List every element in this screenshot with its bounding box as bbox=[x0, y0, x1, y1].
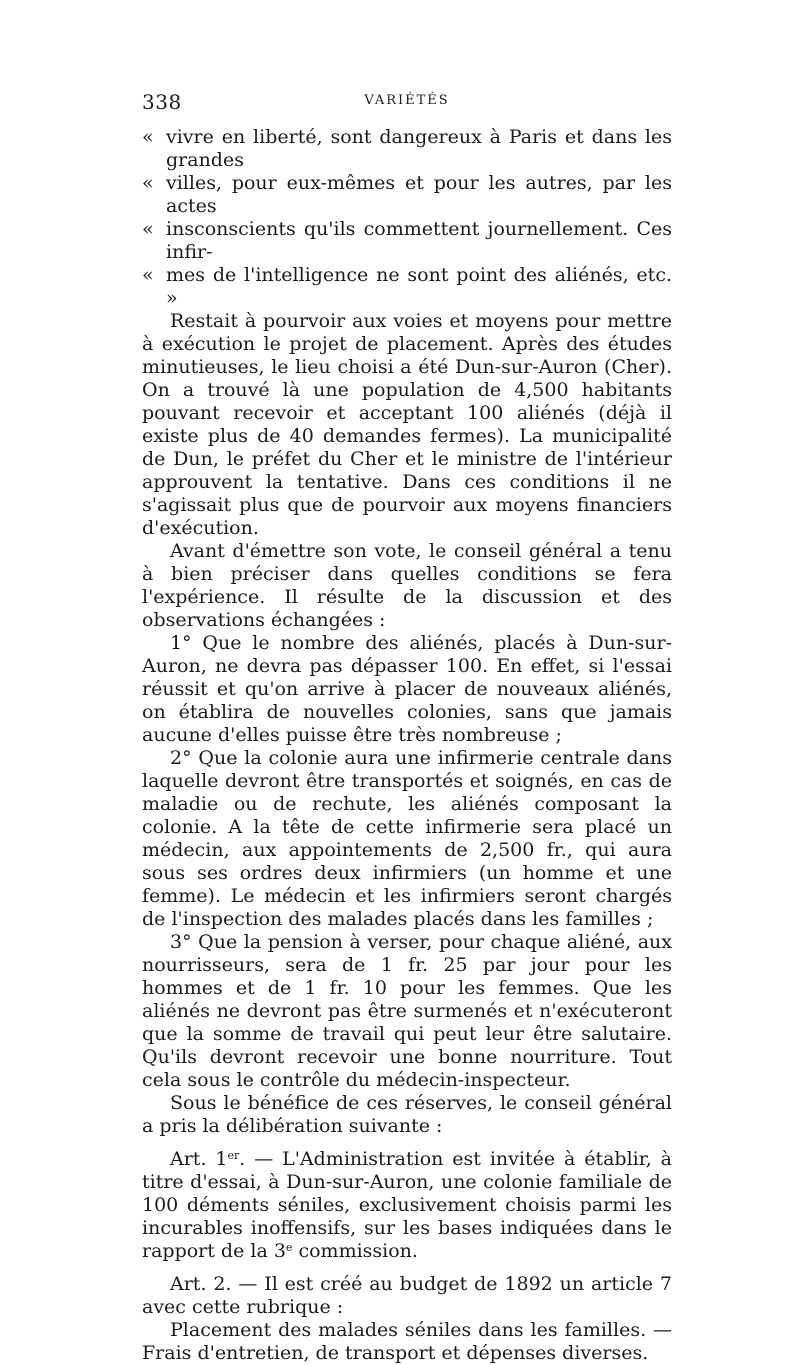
condition-number: 3° bbox=[170, 931, 192, 953]
ordinal-superscript: e bbox=[285, 1241, 293, 1254]
article-1-superscript: er bbox=[227, 1149, 240, 1162]
quote-line bbox=[142, 218, 672, 264]
article-2: Art. 2. — Il est créé au budget de 1892 un article 7 avec cette rubrique : bbox=[142, 1273, 672, 1318]
paragraph-condition-2 bbox=[142, 747, 672, 931]
running-title: VARIÉTÉS bbox=[364, 93, 450, 108]
quote-line bbox=[142, 172, 672, 218]
quotation-block bbox=[142, 126, 672, 310]
quote-line-text: mes de l'intelligence ne sont point des aliénés, etc. » bbox=[166, 264, 672, 309]
quote-line bbox=[142, 126, 672, 172]
body-text bbox=[142, 126, 672, 1365]
paragraph-placement: Restait à pourvoir aux voies et moyens pour mettre à exécution le projet de placement. Après des études minutieuses, le lieu choisi a été Dun-sur-Auron (Cher). On a trouvé là une population de 4,500 habitants pouvant recevoir et acceptant 100 aliénés (déjà il existe plus de 40 demandes fermes). La municipalité de Dun, le préfet du Cher et le ministre de l'intérieur approuvent la tentative. Dans ces conditions il ne s'agissait plus que de pourvoir aux moyens financiers d'exécution. bbox=[142, 310, 672, 539]
page-number: 338 bbox=[142, 90, 182, 114]
paragraph-deliberation: Sous le bénéfice de ces réserves, le conseil général a pris la délibération suivante : bbox=[142, 1092, 672, 1137]
paragraph-condition-1 bbox=[142, 632, 672, 747]
paragraph-rubric: Placement des malades séniles dans les familles. — Frais d'entretien, de transport et dépenses diverses. bbox=[142, 1319, 672, 1364]
quote-line-text: vivre en liberté, sont dangereux à Paris et dans les grandes bbox=[166, 126, 672, 171]
condition-number: 1° bbox=[170, 632, 192, 654]
guillemet: « bbox=[142, 172, 154, 194]
article-1-text: . — L'Administration est invitée à établir, à titre d'essai, à Dun-sur-Auron, une colonie familiale de 100 déments séniles, exclusivement choisis parmi les incurables inoffensifs, sur les bases indiquées dans le rapport de la 3 bbox=[142, 1148, 672, 1262]
article-1-text-end: commission. bbox=[292, 1240, 418, 1262]
page-header bbox=[142, 90, 672, 120]
condition-text: Que la colonie aura une infirmerie centrale dans laquelle devront être transportés et soignés, en cas de maladie ou de rechute, les aliénés composant la colonie. A la tête de cette infirmerie sera placé un médecin, aux appointements de 2,500 fr., qui aura sous ses ordres deux infirmiers (un homme et une femme). Le médecin et les infirmiers seront chargés de l'inspection des malades placés dans les familles ; bbox=[142, 747, 672, 930]
quote-line bbox=[142, 264, 672, 310]
guillemet: « bbox=[142, 218, 154, 240]
condition-number: 2° bbox=[170, 747, 192, 769]
condition-text: Que la pension à verser, pour chaque aliéné, aux nourrisseurs, sera de 1 fr. 25 par jour pour les hommes et de 1 fr. 10 pour les femmes. Que les aliénés ne devront pas être surmenés et n'exécuteront que la somme de travail qui peut leur être salutaire. Qu'ils devront recevoir une bonne nourriture. Tout cela sous le contrôle du médecin-inspecteur. bbox=[142, 931, 673, 1091]
paragraph-condition-3 bbox=[142, 931, 672, 1092]
article-1 bbox=[142, 1148, 672, 1263]
quote-line-text: insconscients qu'ils commettent journellement. Ces infir- bbox=[166, 218, 672, 263]
guillemet: « bbox=[142, 126, 154, 148]
guillemet: « bbox=[142, 264, 154, 286]
condition-text: Que le nombre des aliénés, placés à Dun-sur-Auron, ne devra pas dépasser 100. En effet, si l'essai réussit et qu'on arrive à placer de nouveaux aliénés, on établira de nouvelles colonies, sans que jamais aucune d'elles puisse être très nombreuse ; bbox=[142, 632, 673, 746]
quote-line-text: villes, pour eux-mêmes et pour les autres, par les actes bbox=[166, 172, 672, 217]
paragraph-vote: Avant d'émettre son vote, le conseil général a tenu à bien préciser dans quelles conditions se fera l'expérience. Il résulte de la discussion et des observations échangées : bbox=[142, 540, 672, 631]
article-1-label: Art. 1 bbox=[170, 1148, 228, 1170]
